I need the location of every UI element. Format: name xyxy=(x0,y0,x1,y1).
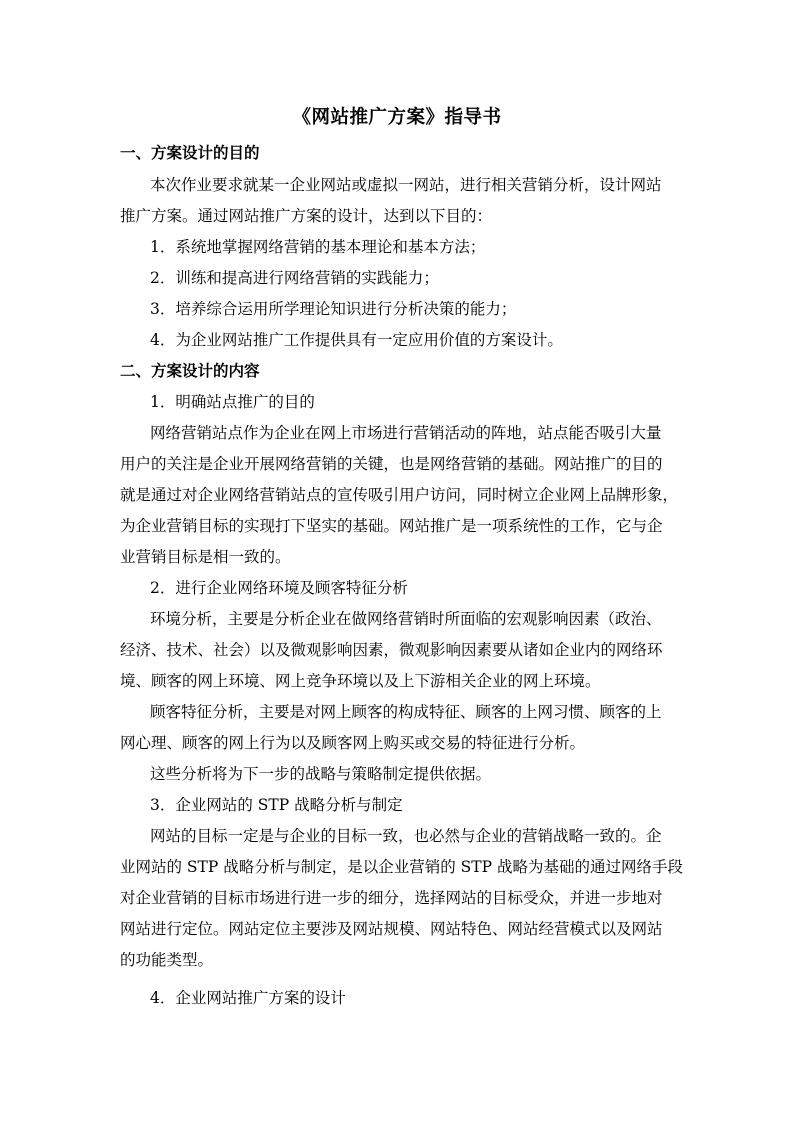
paragraph-line: 对企业营销的目标市场进行进一步的细分，选择网站的目标受众，并进一步地对 xyxy=(120,889,663,907)
subsection-heading: 4．企业网站推广方案的设计 xyxy=(150,989,346,1007)
paragraph-line: 推广方案。通过网站推广方案的设计，达到以下目的： xyxy=(120,207,493,225)
paragraph-line: 这些分析将为下一步的战略与策略制定提供依据。 xyxy=(150,765,492,783)
subsection-heading: 1．明确站点推广的目的 xyxy=(150,393,315,411)
paragraph-line: 本次作业要求就某一企业网站或虚拟一网站，进行相关营销分析，设计网站 xyxy=(150,176,662,194)
paragraph-line: 网络营销站点作为企业在网上市场进行营销活动的阵地，站点能否吸引大量 xyxy=(150,424,662,442)
list-item: 3．培养综合运用所学理论知识进行分析决策的能力； xyxy=(150,300,517,318)
paragraph-line: 网站进行定位。网站定位主要涉及网站规模、网站特色、网站经营模式以及网站 xyxy=(120,920,663,938)
paragraph-line: 境、顾客的网上环境、网上竞争环境以及上下游相关企业的网上环境。 xyxy=(120,672,601,690)
paragraph-line: 经济、技术、社会）以及微观影响因素，微观影响因素要从诸如企业内的网络环 xyxy=(120,641,663,659)
list-item: 2．训练和提高进行网络营销的实践能力； xyxy=(150,269,439,287)
paragraph-line: 环境分析，主要是分析企业在做网络营销时所面临的宏观影响因素（政治、 xyxy=(150,610,662,628)
paragraph-line: 网站的目标一定是与企业的目标一致，也必然与企业的营销战略一致的。企 xyxy=(150,827,662,845)
list-item: 4．为企业网站推广工作提供具有一定应用价值的方案设计。 xyxy=(150,331,563,349)
paragraph-line: 就是通过对企业网络营销站点的宣传吸引用户访问，同时树立企业网上品牌形象， xyxy=(120,486,679,504)
subsection-heading: 3．企业网站的 STP 战略分析与制定 xyxy=(150,796,403,814)
paragraph-line: 的功能类型。 xyxy=(120,951,214,969)
paragraph-line: 网心理、顾客的网上行为以及顾客网上购买或交易的特征进行分析。 xyxy=(120,734,586,752)
paragraph-line: 顾客特征分析，主要是对网上顾客的构成特征、顾客的上网习惯、顾客的上 xyxy=(150,703,662,721)
subsection-heading: 2．进行企业网络环境及顾客特征分析 xyxy=(150,579,408,597)
paragraph-line: 业营销目标是相一致的。 xyxy=(120,548,291,566)
page-title: 《网站推广方案》指导书 xyxy=(292,107,502,128)
paragraph-line: 用户的关注是企业开展网络营销的关键，也是网络营销的基础。网站推广的目的 xyxy=(120,455,663,473)
section-heading-purpose: 一、方案设计的目的 xyxy=(120,143,260,162)
list-item: 1．系统地掌握网络营销的基本理论和基本方法； xyxy=(150,238,486,256)
section-heading-content: 二、方案设计的内容 xyxy=(120,361,260,380)
paragraph-line: 业网站的 STP 战略分析与制定，是以企业营销的 STP 战略为基础的通过网络手段 xyxy=(120,858,683,876)
paragraph-line: 为企业营销目标的实现打下坚实的基础。网站推广是一项系统性的工作，它与企 xyxy=(120,517,663,535)
